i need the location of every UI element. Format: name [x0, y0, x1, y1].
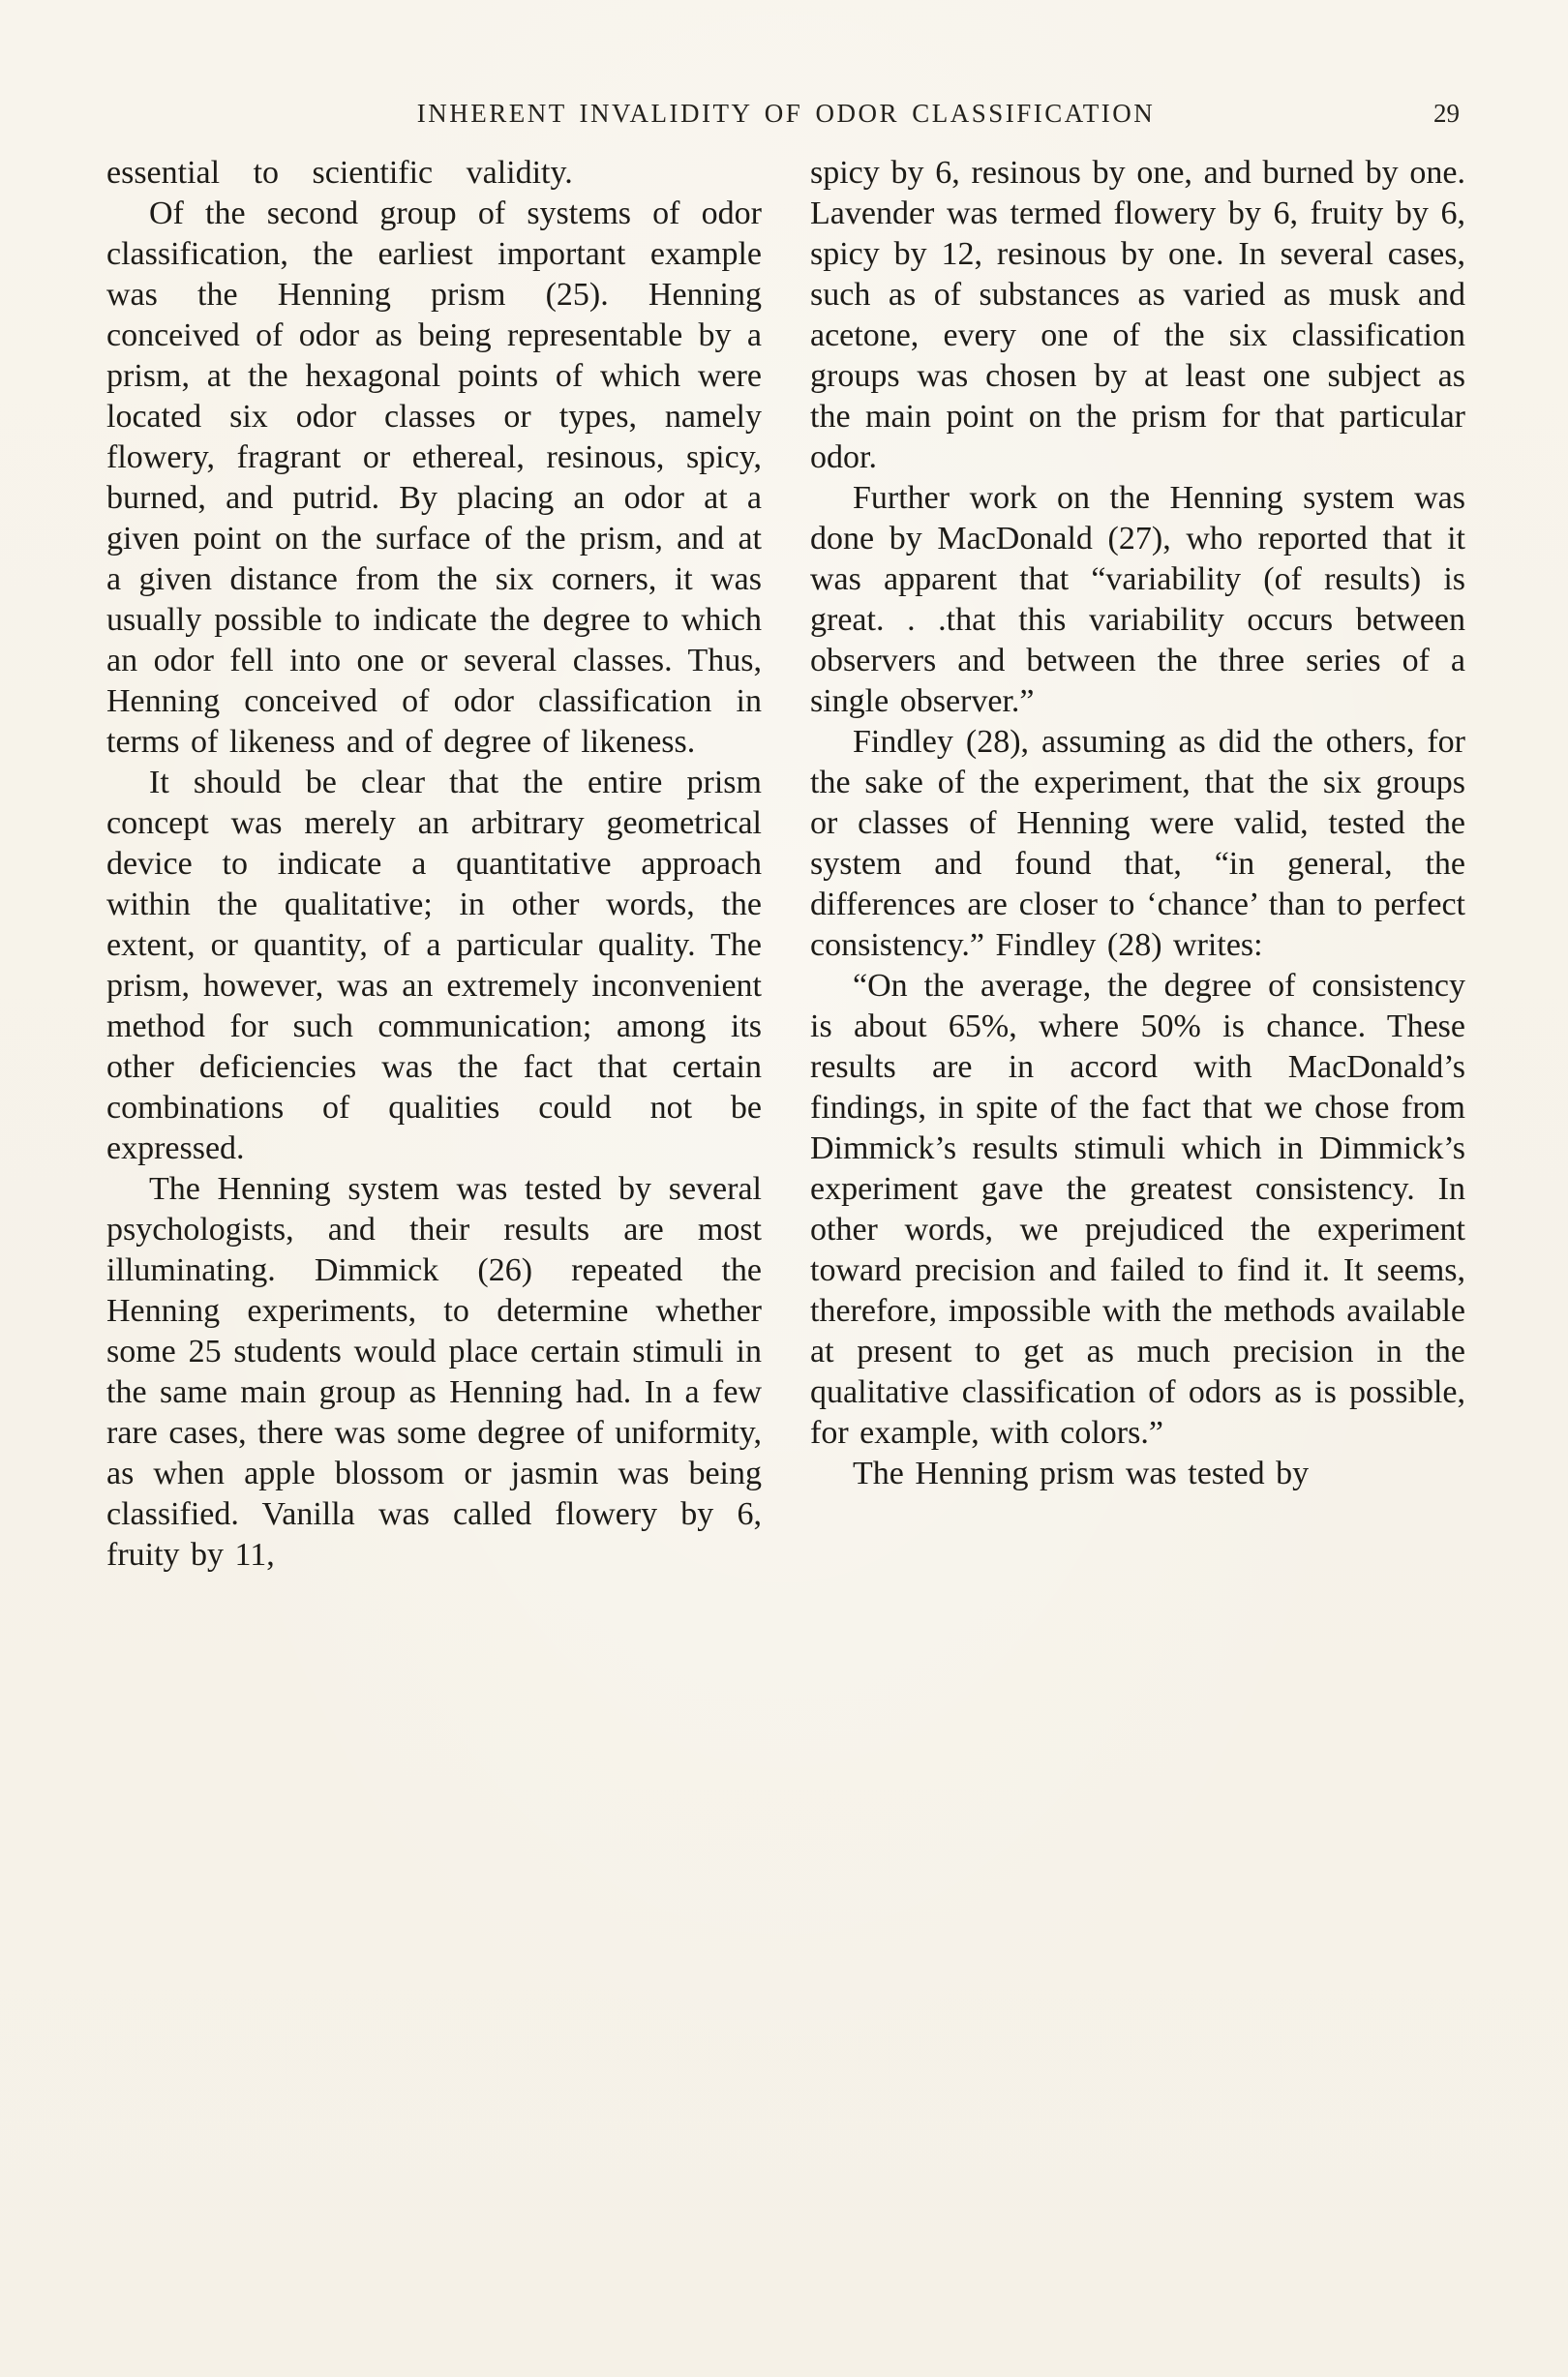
paragraph: Further work on the Henning system was done by MacDonald (27), who reported that it was apparent that “variability (of results) is great. . .that this variability occurs between observers and between the three series of a single observer.” [810, 480, 1465, 719]
paragraph: “On the average, the degree of consistency is about 65%, where 50% is chance. These results are in accord with MacDonald’s findings, in spite of the fact that we chose from Dimmick’s results stimuli which in Dimmick’s experiment gave the greatest consistency. In other words, we prejudiced the experiment toward precision and failed to find it. It seems, therefore, impossible with the methods available at present to get as much precision in the qualitative classification of odors as is possible, for example, with colors.” [810, 968, 1465, 1451]
left-column [106, 153, 762, 1576]
paragraph: Findley (28), assuming as did the others, for the sake of the experiment, that the six groups or classes of Henning were valid, tested the system and found that, “in general, the differences are closer to ‘chance’ than to perfect consistency.” Findley (28) writes: [810, 724, 1465, 963]
right-column [810, 153, 1465, 1576]
paragraph-continuation: spicy by 6, resinous by one, and burned by one. Lavender was termed flowery by 6, fruity by 6, spicy by 12, resinous by one. In several cases, such as of substances as varied as musk and acetone, every one of the six classification groups was chosen by at least one subject as the main point on the prism for that particular odor. [810, 155, 1465, 475]
paragraph: The Henning system was tested by several psychologists, and their results are most illuminating. Dimmick (26) repeated the Henning experiments, to determine whether some 25 students would place certain stimuli in the same main group as Henning had. In a few rare cases, there was some degree of uniformity, as when apple blossom or jasmin was being classified. Vanilla was called flowery by 6, fruity by 11, [106, 1171, 762, 1573]
running-title: INHERENT INVALIDITY OF ODOR CLASSIFICATION [416, 99, 1156, 128]
paragraph: It should be clear that the entire prism concept was merely an arbitrary geometrical device to indicate a quantitative approach within the qualitative; in other words, the extent, or quantity, of a particular quality. The prism, however, was an extremely inconvenient method for such communication; among its other deficiencies was the fact that certain combinations of qualities could not be expressed. [106, 765, 762, 1166]
paragraph: The Henning prism was tested by [853, 1456, 1310, 1491]
text-columns [106, 153, 1465, 1576]
paragraph-continuation: essential to scientific validity. [106, 155, 573, 191]
page-number: 29 [1433, 99, 1460, 128]
paragraph: Of the second group of systems of odor classification, the earliest important example was the Henning prism (25). Henning conceived of odor as being representable by a prism, at the hexagonal points of which were located six odor classes or types, namely flowery, fragrant or ethereal, resinous, spicy, burned, and putrid. By placing an odor at a given point on the surface of the prism, and at a given distance from the six corners, it was usually possible to indicate the degree to which an odor fell into one or several classes. Thus, Henning conceived of odor classification in terms of likeness and of degree of likeness. [106, 196, 762, 760]
page-header [106, 99, 1465, 134]
